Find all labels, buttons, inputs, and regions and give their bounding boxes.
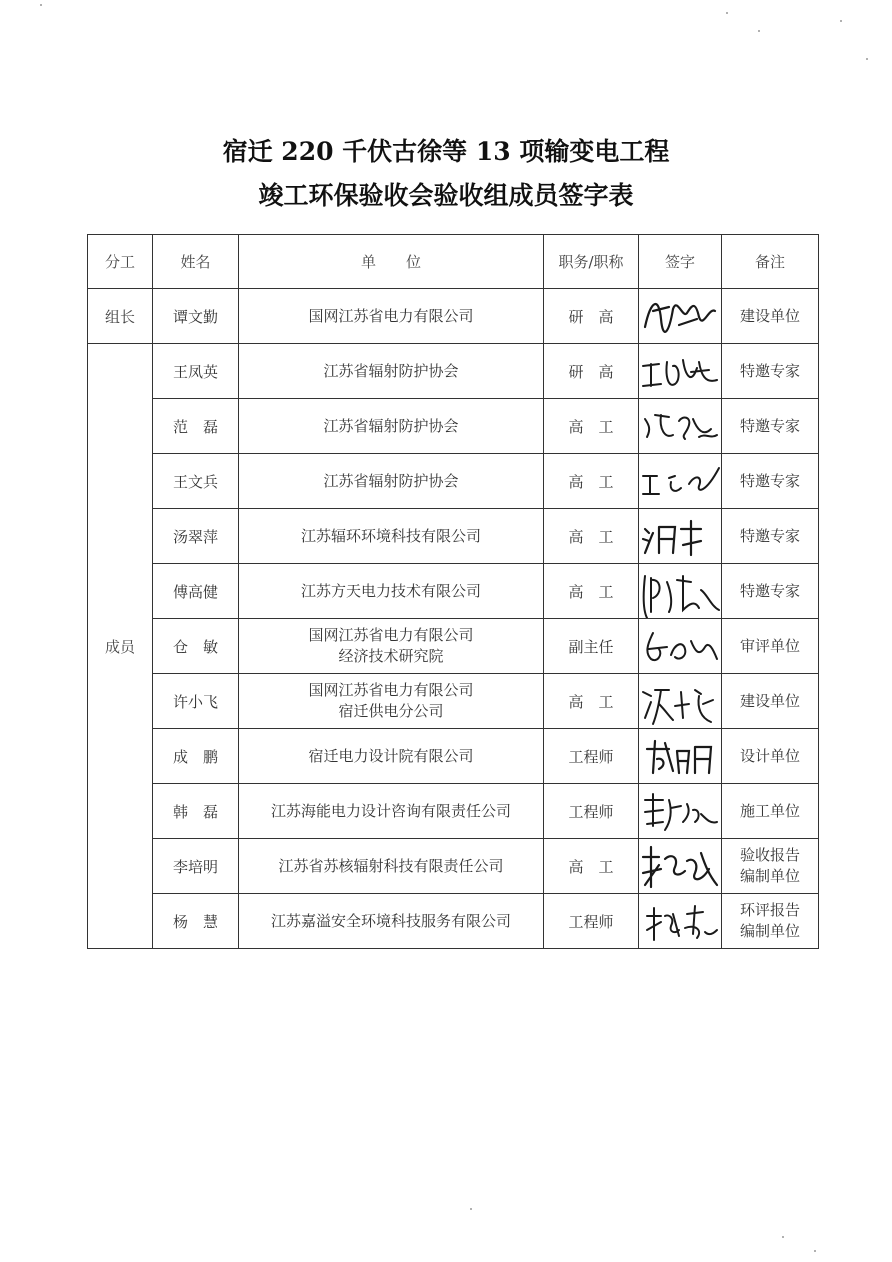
table-row <box>88 619 819 674</box>
member-title: 高 工 <box>544 674 639 729</box>
member-title: 工程师 <box>544 729 639 784</box>
signature-cell <box>639 344 722 399</box>
member-title: 高 工 <box>544 839 639 894</box>
table-row <box>88 674 819 729</box>
group-leader: 组长 <box>88 289 153 344</box>
handwritten-signature <box>639 674 721 728</box>
remarks-line: 建设单位 <box>739 306 800 325</box>
signature-cell <box>639 399 722 454</box>
scan-speck <box>782 1236 784 1238</box>
remarks-line: 特邀专家 <box>739 361 800 380</box>
remarks-line: 施工单位 <box>739 801 800 820</box>
header-signature: 签字 <box>639 235 722 289</box>
member-unit <box>239 399 544 454</box>
table-row <box>88 454 819 509</box>
scan-speck <box>840 20 842 22</box>
signature-cell <box>639 289 722 344</box>
remarks-line: 特邀专家 <box>739 416 800 435</box>
table-row <box>88 509 819 564</box>
signature-cell <box>639 454 722 509</box>
member-title: 副主任 <box>544 619 639 674</box>
scan-speck <box>40 4 42 6</box>
member-remarks <box>722 289 819 344</box>
member-unit <box>239 454 544 509</box>
member-unit <box>239 344 544 399</box>
unit-line: 江苏辐环环境科技有限公司 <box>300 526 481 545</box>
member-title: 工程师 <box>544 894 639 949</box>
member-remarks <box>722 784 819 839</box>
table-row <box>88 564 819 619</box>
unit-line: 江苏省辐射防护协会 <box>323 416 459 435</box>
member-remarks <box>722 564 819 619</box>
remarks-line: 验收报告 <box>739 846 800 864</box>
member-name: 韩 磊 <box>153 784 239 839</box>
member-name: 仓 敏 <box>153 619 239 674</box>
remarks-line: 审评单位 <box>739 636 800 655</box>
unit-line: 江苏省辐射防护协会 <box>323 471 459 490</box>
scan-speck <box>758 30 760 32</box>
signature-cell <box>639 729 722 784</box>
remarks-line: 特邀专家 <box>739 526 800 545</box>
unit-line: 江苏嘉溢安全环境科技服务有限公司 <box>270 911 511 930</box>
handwritten-signature <box>639 399 721 453</box>
member-unit <box>239 619 544 674</box>
unit-line: 国网江苏省电力有限公司 <box>308 626 474 644</box>
member-unit <box>239 509 544 564</box>
handwritten-signature <box>639 509 721 563</box>
table-header-row <box>88 235 819 289</box>
handwritten-signature <box>639 894 721 948</box>
handwritten-signature <box>639 289 721 343</box>
member-remarks <box>722 509 819 564</box>
member-title: 研 高 <box>544 344 639 399</box>
header-remarks: 备注 <box>722 235 819 289</box>
unit-line: 国网江苏省电力有限公司 <box>308 681 474 699</box>
member-name: 李培明 <box>153 839 239 894</box>
signature-cell <box>639 894 722 949</box>
member-unit <box>239 894 544 949</box>
unit-line: 江苏省辐射防护协会 <box>323 361 459 380</box>
remarks-line: 特邀专家 <box>739 471 800 490</box>
member-title: 研 高 <box>544 289 639 344</box>
signature-cell <box>639 674 722 729</box>
member-name: 范 磊 <box>153 399 239 454</box>
member-name: 谭文勤 <box>153 289 239 344</box>
handwritten-signature <box>639 729 721 783</box>
member-title: 高 工 <box>544 564 639 619</box>
member-name: 傅高健 <box>153 564 239 619</box>
signature-cell <box>639 839 722 894</box>
remarks-line: 建设单位 <box>739 691 800 710</box>
table-row <box>88 894 819 949</box>
scan-speck <box>814 1250 816 1252</box>
handwritten-signature <box>639 619 721 673</box>
handwritten-signature <box>639 839 721 893</box>
scan-speck <box>866 58 868 60</box>
table-row <box>88 399 819 454</box>
table-row <box>88 729 819 784</box>
member-unit <box>239 674 544 729</box>
member-unit <box>239 289 544 344</box>
member-title: 高 工 <box>544 509 639 564</box>
table-row <box>88 784 819 839</box>
header-unit: 单 位 <box>239 235 544 289</box>
scan-speck <box>726 12 728 14</box>
unit-line: 江苏方天电力技术有限公司 <box>300 581 481 600</box>
member-remarks <box>722 894 819 949</box>
member-remarks <box>722 619 819 674</box>
document-title-line-2: 竣工环保验收会验收组成员签字表 <box>258 181 634 210</box>
unit-line: 经济技术研究院 <box>338 647 444 665</box>
unit-line: 江苏海能电力设计咨询有限责任公司 <box>270 801 511 820</box>
member-name: 成 鹏 <box>153 729 239 784</box>
handwritten-signature <box>639 564 721 618</box>
table-row <box>88 289 819 344</box>
member-title: 工程师 <box>544 784 639 839</box>
header-role: 分工 <box>88 235 153 289</box>
member-name: 汤翠萍 <box>153 509 239 564</box>
unit-line: 宿迁供电分公司 <box>338 702 444 720</box>
member-remarks <box>722 674 819 729</box>
member-remarks <box>722 399 819 454</box>
scan-speck <box>470 1208 472 1210</box>
member-unit <box>239 564 544 619</box>
document-title-line-1: 宿迁 220 千伏古徐等 13 项输变电工程 <box>222 137 670 166</box>
unit-line: 宿迁电力设计院有限公司 <box>308 746 474 765</box>
unit-line: 江苏省苏核辐射科技有限责任公司 <box>278 856 504 875</box>
member-unit <box>239 839 544 894</box>
handwritten-signature <box>639 784 721 838</box>
member-title: 高 工 <box>544 454 639 509</box>
table-row <box>88 839 819 894</box>
member-remarks <box>722 454 819 509</box>
member-name: 许小飞 <box>153 674 239 729</box>
member-title: 高 工 <box>544 399 639 454</box>
table-row <box>88 344 819 399</box>
remarks-line: 特邀专家 <box>739 581 800 600</box>
member-remarks <box>722 344 819 399</box>
signature-cell <box>639 564 722 619</box>
handwritten-signature <box>639 344 721 398</box>
member-remarks <box>722 839 819 894</box>
member-name: 王文兵 <box>153 454 239 509</box>
header-title: 职务/职称 <box>544 235 639 289</box>
signature-table <box>87 234 819 949</box>
member-unit <box>239 729 544 784</box>
unit-line: 国网江苏省电力有限公司 <box>308 306 474 325</box>
group-members: 成员 <box>88 344 153 949</box>
header-name: 姓名 <box>153 235 239 289</box>
remarks-line: 编制单位 <box>739 867 800 885</box>
remarks-line: 设计单位 <box>739 746 800 765</box>
remarks-line: 编制单位 <box>739 922 800 940</box>
signature-cell <box>639 784 722 839</box>
member-remarks <box>722 729 819 784</box>
remarks-line: 环评报告 <box>739 901 800 919</box>
member-unit <box>239 784 544 839</box>
handwritten-signature <box>639 454 721 508</box>
signature-cell <box>639 619 722 674</box>
member-name: 杨 慧 <box>153 894 239 949</box>
signature-cell <box>639 509 722 564</box>
member-name: 王凤英 <box>153 344 239 399</box>
